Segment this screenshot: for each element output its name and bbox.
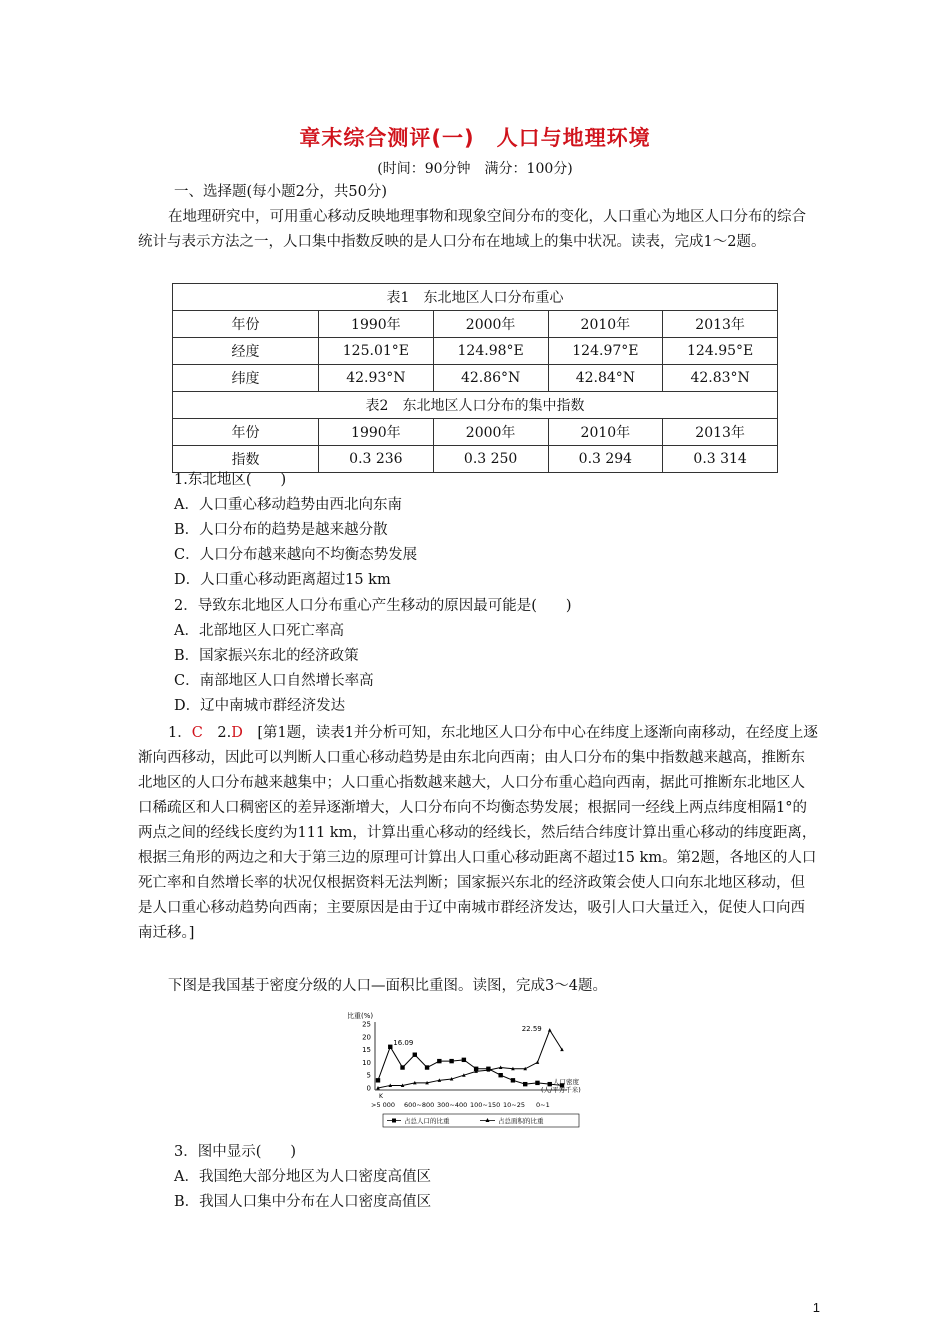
table-header-cell: 年份 <box>173 419 319 446</box>
table-header-cell: 1990年 <box>319 311 434 338</box>
population-point <box>413 1053 417 1057</box>
x-tick-label: 300~400 <box>437 1101 468 1109</box>
population-point <box>376 1078 380 1082</box>
table2-caption: 表2 东北地区人口分布的集中指数 <box>173 392 778 419</box>
annotation-22-59: 22.59 <box>521 1025 542 1034</box>
x-tick-label: >5 000 <box>371 1101 396 1109</box>
x-tick-label: 10~25 <box>503 1101 525 1109</box>
legend-area: 占总面积的比重 <box>498 1117 544 1125</box>
answer-1: C <box>191 725 203 741</box>
question-2-option-a: A．北部地区人口死亡率高 <box>174 623 344 639</box>
question-1-option-b: B．人口分布的趋势是越来越分散 <box>174 522 388 538</box>
population-point <box>388 1045 392 1049</box>
table-header-cell: 2010年 <box>548 311 663 338</box>
population-point <box>498 1073 502 1077</box>
page-title: 章末综合测评(一) 人口与地理环境 <box>299 126 651 150</box>
answer-2: D <box>231 725 243 741</box>
question-2-option-d: D．辽中南城市群经济发达 <box>174 698 346 714</box>
corner-label: K <box>379 1093 383 1100</box>
table-cell: 纬度 <box>173 365 319 392</box>
x-tick-label: 600~800 <box>404 1101 435 1109</box>
answer-prefix: 1． <box>168 725 192 741</box>
intro-paragraph-2: 下图是我国基于密度分级的人口—面积比重图。读图，完成3～4题。 <box>168 978 607 994</box>
intro-paragraph-1: 在地理研究中，可用重心移动反映地理事物和现象空间分布的变化，人口重心为地区人口分布的综合统计与表示方法之一，人口集中指数反映的是人口分布在地域上的集中状况。读表，完成1～2题。 <box>138 209 806 250</box>
question-1-option-d: D．人口重心移动距离超过15 km <box>174 572 391 588</box>
x-axis-label: 人口密度 <box>553 1078 579 1086</box>
y-axis-label: 比重(%) <box>347 1012 374 1020</box>
exam-info: (时间：90分钟 满分：100分) <box>377 161 573 177</box>
data-table <box>172 283 778 473</box>
table-cell: 42.93°N <box>319 365 434 392</box>
table-cell: 125.01°E <box>319 338 434 365</box>
area-point <box>548 1028 552 1032</box>
question-1-stem: 1.东北地区( ) <box>174 472 287 488</box>
y-tick-label: 5 <box>366 1071 371 1080</box>
population-point <box>449 1059 453 1063</box>
question-3-option-b: B．我国人口集中分布在人口密度高值区 <box>174 1194 432 1210</box>
population-point <box>462 1058 466 1062</box>
y-tick-label: 0 <box>366 1084 371 1093</box>
x-tick-label: 100~150 <box>470 1101 501 1109</box>
table-header-cell: 2010年 <box>548 419 663 446</box>
table-cell: 124.95°E <box>663 338 778 365</box>
answer-text: [第1题，读表1并分析可知，东北地区人口分布中心在纬度上逐渐向南移动，在经度上逐渐向西移动，因此可以判断人口重心移动趋势是由东北向西南；由人口分布的集中指数越来越高，推断东北地区的人口分布越来越集中；人口重心指数越来越大，人口分布重心趋向西南，据此可推断东北地区人口稀疏区和人口稠密区的差异逐渐增大，人口分布向不均衡态势发展；根据同一经线上两点纬度相隔1°的两点之间的经线长度约为111 km，计算出重心移动的经线长，然后结合纬度计算出重心移动的纬度距离，根据三角形的两边之和大于第三边的原理可计算出人口重心移动距离不超过15 km。第2题，各地区的人口死亡率和自然增长率的状况仅根据资料无法判断；国家振兴东北的经济政策会使人口向东北地区移动，但是人口重心移动趋势向西南；主要原因是由于辽中南城市群经济发达，吸引人口大量迁入，促使人口向西南迁移。] <box>138 725 818 941</box>
table-header-cell: 年份 <box>173 311 319 338</box>
table-cell: 0.3 314 <box>663 446 778 473</box>
population-point <box>400 1065 404 1069</box>
y-tick-label: 15 <box>362 1046 371 1055</box>
table-cell: 0.3 294 <box>548 446 663 473</box>
question-3-stem: 3．图中显示( ) <box>174 1144 297 1160</box>
question-2-option-b: B．国家振兴东北的经济政策 <box>174 648 359 664</box>
table-header-cell: 2000年 <box>433 311 548 338</box>
population-point <box>511 1078 515 1082</box>
table-cell: 0.3 250 <box>433 446 548 473</box>
table-header-cell: 2000年 <box>433 419 548 446</box>
x-tick-label: 0~1 <box>536 1101 550 1109</box>
table-cell: 42.86°N <box>433 365 548 392</box>
answer-prefix: 2. <box>202 725 232 741</box>
question-3-option-a: A．我国绝大部分地区为人口密度高值区 <box>174 1169 431 1185</box>
legend-marker-square <box>392 1119 396 1123</box>
population-point <box>425 1065 429 1069</box>
y-tick-label: 20 <box>362 1033 371 1042</box>
question-2-stem: 2．导致东北地区人口分布重心产生移动的原因最可能是( ) <box>174 598 572 614</box>
answer-explanation <box>138 721 818 946</box>
table-header-cell: 2013年 <box>663 311 778 338</box>
table-cell: 指数 <box>173 446 319 473</box>
question-1-option-c: C．人口分布越来越向不均衡态势发展 <box>174 547 418 563</box>
legend-population: 占总人口的比重 <box>404 1117 450 1125</box>
series-population-line <box>378 1047 562 1086</box>
section-heading-text: 一、选择题(每小题2分，共50分) <box>174 184 387 200</box>
y-tick-label: 25 <box>362 1020 371 1029</box>
legend-marker-triangle <box>486 1118 490 1122</box>
population-area-chart <box>345 1010 595 1130</box>
question-2-option-c: C．南部地区人口自然增长率高 <box>174 673 374 689</box>
area-point <box>536 1060 540 1064</box>
question-1-option-a: A．人口重心移动趋势由西北向东南 <box>174 497 402 513</box>
table-cell: 124.97°E <box>548 338 663 365</box>
table-cell: 124.98°E <box>433 338 548 365</box>
table1-caption: 表1 东北地区人口分布重心 <box>173 284 778 311</box>
y-tick-label: 10 <box>362 1058 371 1067</box>
population-point <box>535 1081 539 1085</box>
population-point <box>437 1059 441 1063</box>
table-cell: 0.3 236 <box>319 446 434 473</box>
population-point <box>523 1082 527 1086</box>
section-heading <box>138 180 818 205</box>
page-number: 1 <box>812 1300 820 1315</box>
table-cell: 42.83°N <box>663 365 778 392</box>
table-header-cell: 2013年 <box>663 419 778 446</box>
table-header-cell: 1990年 <box>319 419 434 446</box>
table-cell: 经度 <box>173 338 319 365</box>
x-axis-unit: (人/平方千米) <box>541 1086 581 1094</box>
table-cell: 42.84°N <box>548 365 663 392</box>
annotation-16-09: 16.09 <box>393 1038 414 1047</box>
